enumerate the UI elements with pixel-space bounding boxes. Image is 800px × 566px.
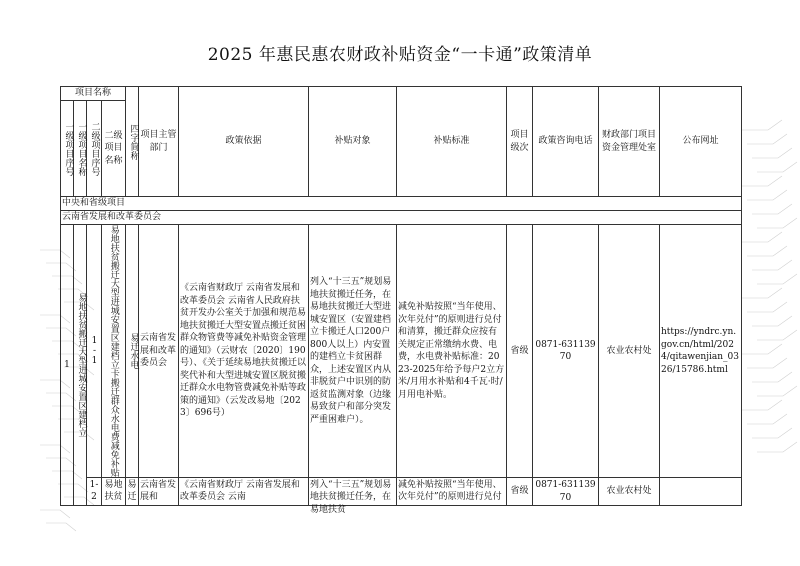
cell-level2-name: 易地扶贫搬迁大型进城安置区建档立卡搬迁群众水电费减免补贴 <box>102 225 126 478</box>
header-standard: 补贴标准 <box>397 87 507 197</box>
header-level1-no: 一级项目序号 <box>61 101 74 197</box>
header-target: 补贴对象 <box>309 87 397 197</box>
cell-phone: 0871-63113970 <box>533 225 599 478</box>
cell-basis: 《云南省财政厅 云南省发展和改革委员会 云南省人民政府扶贫开发办公室关于加强和规范易地扶贫搬迁大型安置点搬迁贫困群众物管费等减免补贴资金管理的通知》（云财农〔2020〕190号）、《关于延续易地扶贫搬迁以奖代补和大型进城安置区脱贫搬迁群众水电物管费减免补贴等政策的通知》（云发改易地〔2023〕696号） <box>179 225 309 478</box>
cell-dept: 云南省发展和 <box>139 478 179 506</box>
table-row <box>61 478 742 506</box>
section-central: 中央和省级项目 <box>61 197 742 211</box>
cell-office: 农业农村处 <box>599 225 660 478</box>
document-title: 2025 年惠民惠农财政补贴资金“一卡通”政策清单 <box>207 45 593 65</box>
cell-phone: 0871-63113970 <box>533 478 599 506</box>
header-level1-name: 一级项目名称 <box>74 101 87 197</box>
cell-standard: 减免补贴按照“当年使用、次年兑付”的原则进行兑付和清算，搬迁群众应按有关规定正常缴纳水费、电费，水电费补贴标准：2023-2025年给予每户2立方米/月用水补贴和4千瓦·时/月用电补贴。 <box>397 225 507 478</box>
cell-level2-name: 易地扶贫 <box>102 478 126 506</box>
cell-standard: 减免补贴按照“当年使用、次年兑付”的原则进行兑付 <box>397 478 507 506</box>
header-phone: 政策咨询电话 <box>533 87 599 197</box>
cell-target: 列入“十三五”规划易地扶贫搬迁任务，在易地扶贫搬迁大型进城安置区（安置建档立卡搬迁人口200户800人以上）内安置的建档立卡贫困群众，上述安置区内从非脱贫户中识别的防返贫监测对象（边缘易致贫户和部分突发严重困难户）。 <box>309 225 397 478</box>
cell-url <box>660 478 742 506</box>
cell-level2-no: 1-1 <box>87 225 102 478</box>
cell-target: 列入“十三五”规划易地扶贫搬迁任务，在易地扶贫 <box>309 478 397 506</box>
header-basis: 政策依据 <box>179 87 309 197</box>
header-office: 财政部门项目资金管理处室 <box>599 87 660 197</box>
cell-level1-name: 易地扶贫搬迁大型进城安置区建档立 <box>74 225 87 506</box>
header-short-name: 四字简称 <box>126 87 139 197</box>
cell-basis: 《云南省财政厅 云南省发展和改革委员会 云南 <box>179 478 309 506</box>
table-row <box>61 225 742 478</box>
cell-dept: 云南省发展和改革委员会 <box>139 225 179 478</box>
header-level2-no: 二级项目序号 <box>87 101 102 197</box>
section-row-yunnan <box>61 211 742 225</box>
header-url: 公布网址 <box>660 87 742 197</box>
policy-table <box>60 86 742 515</box>
cell-office: 农业农村处 <box>599 478 660 506</box>
cell-tier: 省级 <box>507 225 533 478</box>
header-dept: 项目主管部门 <box>139 87 179 197</box>
header-project-name: 项目名称 <box>61 87 126 101</box>
cell-level2-no: 1-2 <box>87 478 102 506</box>
cell-short-name: 易迁水电 <box>126 225 139 478</box>
cell-level1-no: 1 <box>61 225 74 506</box>
section-row-central <box>61 197 742 211</box>
cell-tier: 省级 <box>507 478 533 506</box>
cell-short-name: 易迁 <box>126 478 139 506</box>
section-yunnan: 云南省发展和改革委员会 <box>61 211 742 225</box>
cell-url[interactable]: https://yndrc.yn.gov.cn/html/2024/qitawenjian_0326/15786.html <box>660 225 742 478</box>
header-row-1 <box>61 87 742 101</box>
header-level2-name: 二级项目名称 <box>102 101 126 197</box>
header-tier: 项目级次 <box>507 87 533 197</box>
